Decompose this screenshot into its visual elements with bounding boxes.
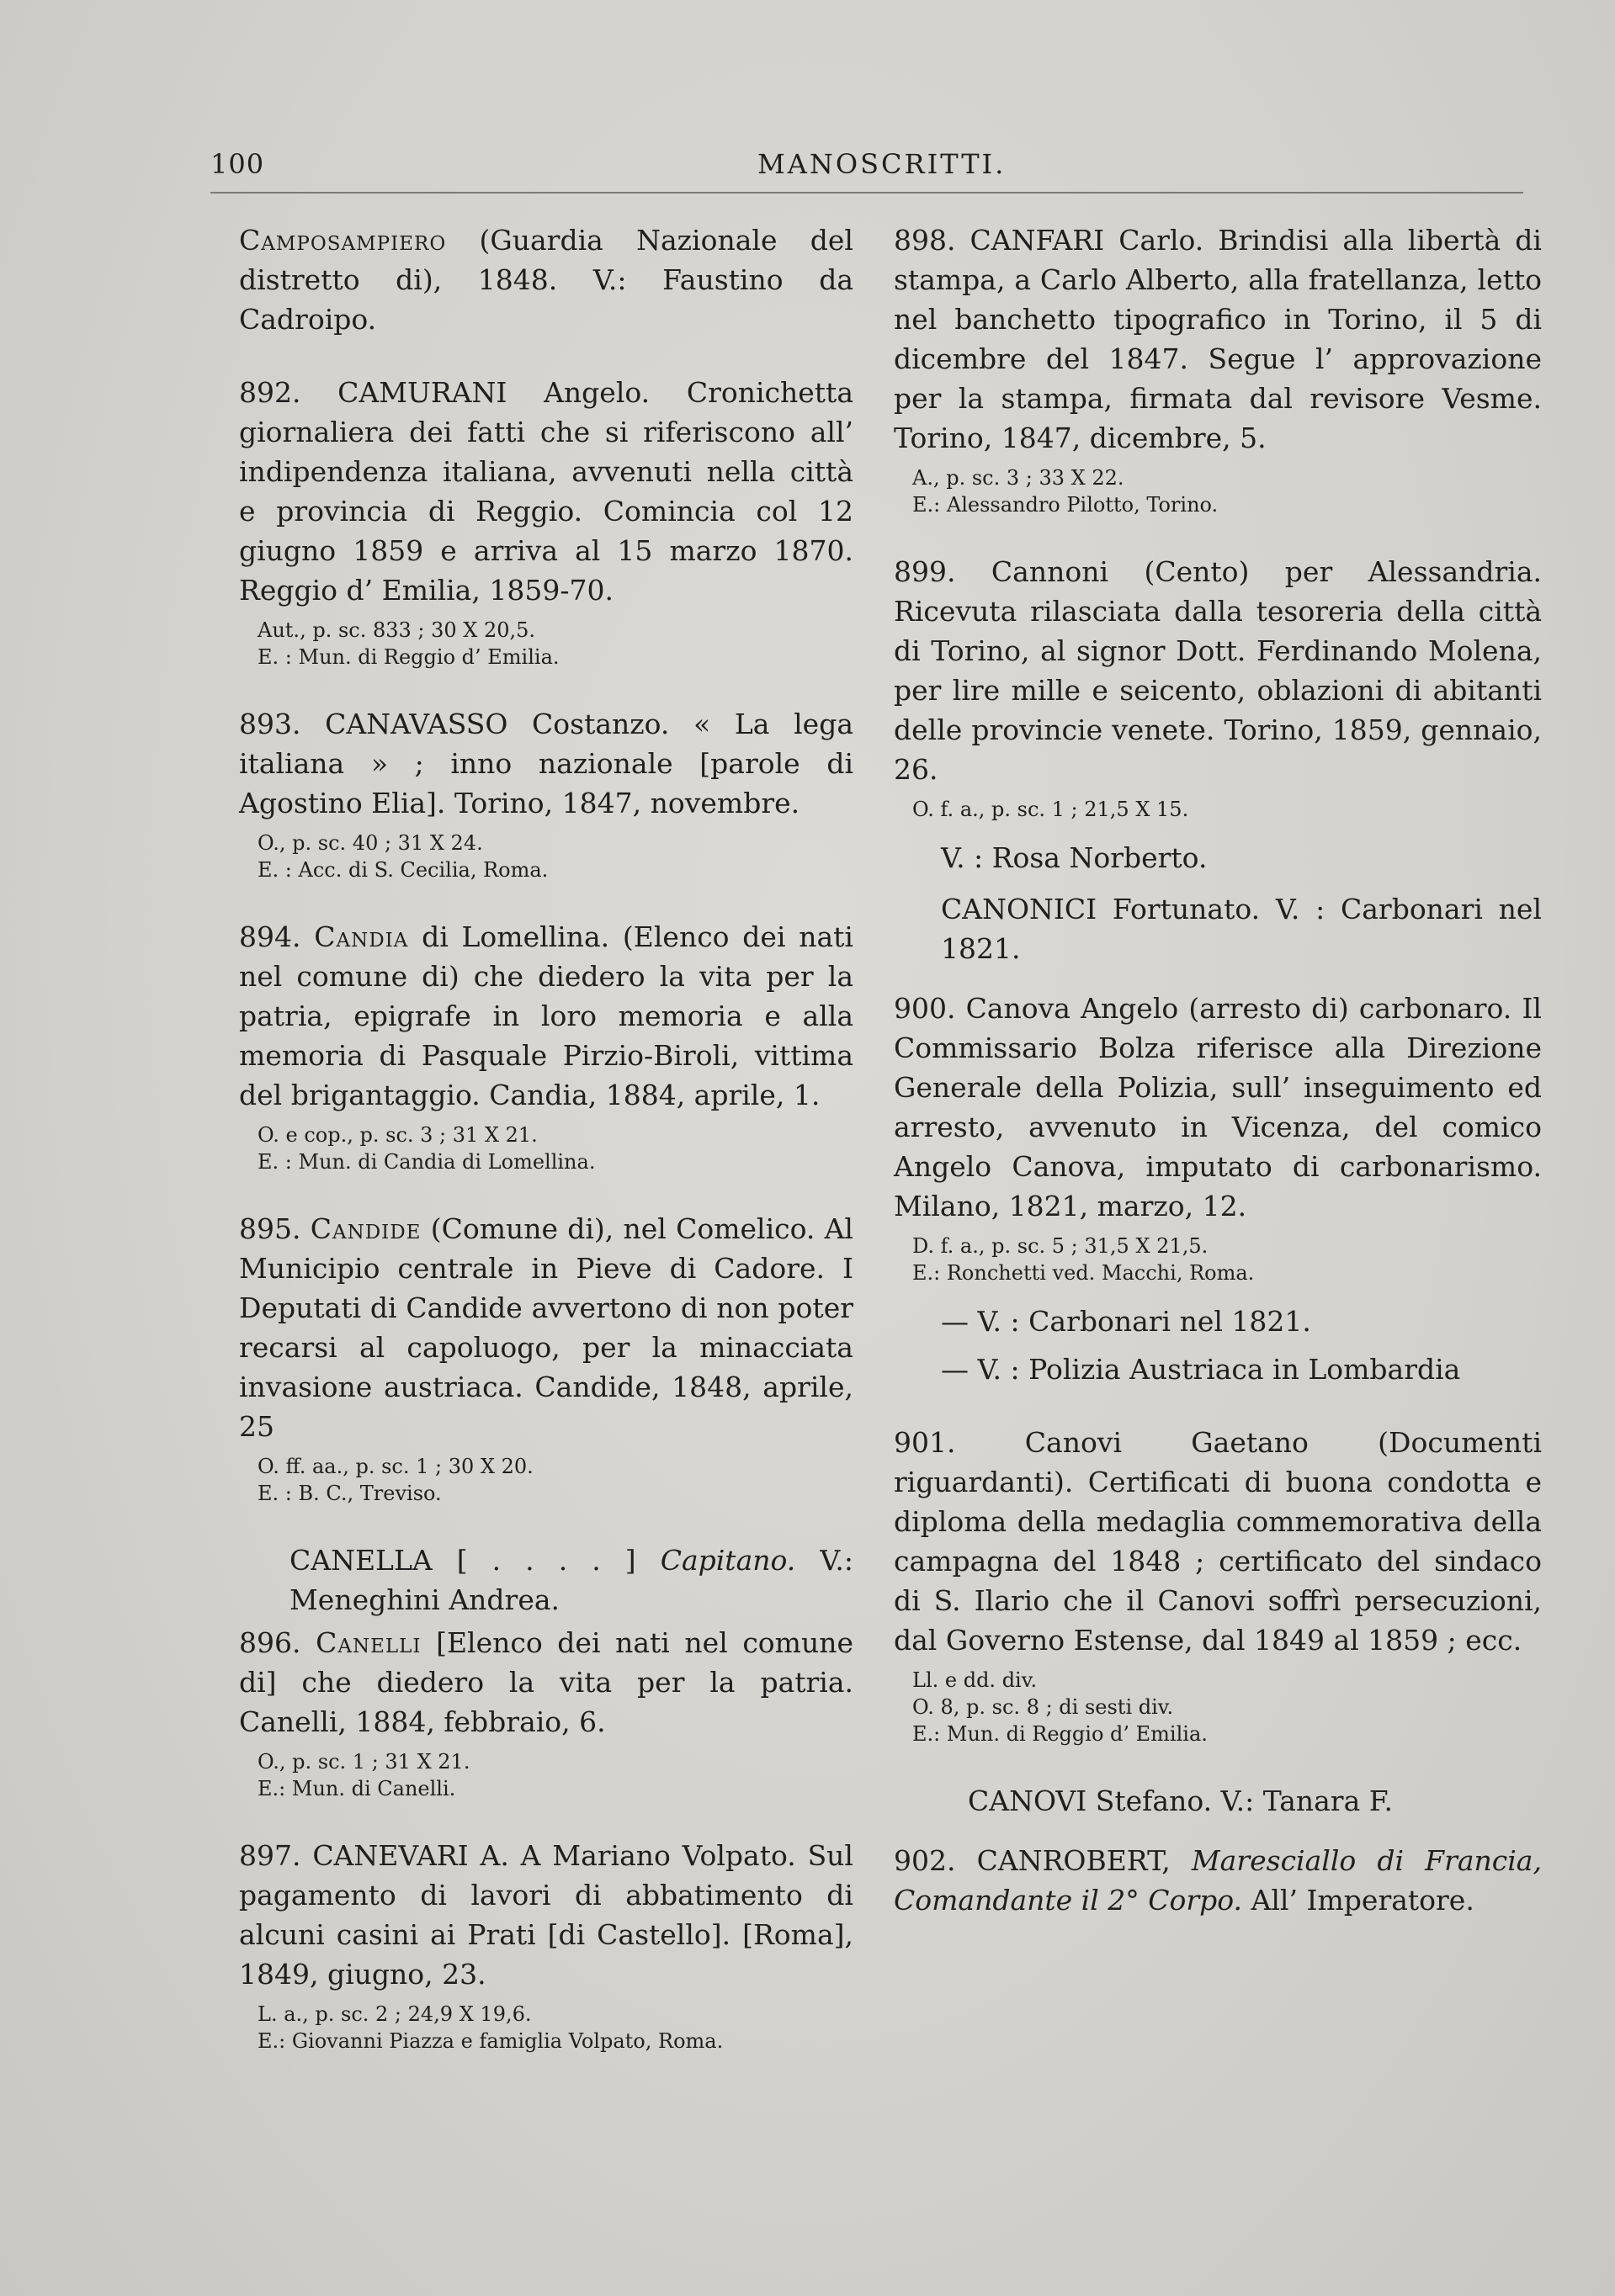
entry-location: E. : Mun. di Reggio d’ Emilia. [258,645,560,669]
entry-number: 897. [239,1839,301,1872]
header-rule [210,192,1523,194]
entry-see-also: V.: Meneghini Andrea. [290,1544,853,1616]
entry-location: E.: Giovanni Piazza e famiglia Volpato, Roma. [258,2029,724,2053]
entry-text: CANONICI Fortunato. V. : Carbonari nel 1821. [941,893,1542,965]
entry-text: CANEVARI A. A Mariano Volpato. Sul pagamento di lavori di abbatimento di alcuni casini ai Prati [di Castello]. [Roma], 1849, giugno, 23. [239,1839,853,1991]
entry-number: 900. [894,992,956,1025]
entry-899 [894,552,1542,878]
entry-number: 898. [894,224,956,257]
entry-note: Ll. e dd. div. [912,1668,1038,1692]
entry-title: Capitano. [660,1544,796,1577]
entry-text: (Guardia Nazionale del distretto di), 1848. V.: Faustino da Cadroipo. [239,224,853,336]
entry-text: CANROBERT, [976,1844,1171,1877]
entry-902 [894,1841,1542,1920]
entry-location: E.: Mun. di Canelli. [258,1777,456,1800]
entry-head: Candia [314,920,409,953]
entry-canovi [894,1781,1542,1821]
entry-note: O. 8, p. sc. 8 ; di sesti div. [912,1695,1174,1719]
entry-location: E. : B. C., Treviso. [258,1482,442,1505]
entry-note: O. e cop., p. sc. 3 ; 31 X 21. [258,1123,538,1147]
entry-893 [239,704,853,883]
right-column [894,220,1542,1954]
entry-number: 901. [894,1426,956,1459]
entry-head: Candide [310,1212,422,1245]
entry-text: di Lomellina. (Elenco dei nati nel comune di) che diedero la vita per la patria, epigrafe in loro memoria e alla memoria di Pasquale Pirzio-Biroli, vittima del brigantaggio. Candia, 1884, aprile, 1. [239,920,853,1111]
entry-title: Maresciallo di Francia, Comandante il 2° Corpo. [894,1844,1542,1917]
entry-number: 899. [894,555,956,588]
entry-text: Canovi Gaetano (Documenti riguardanti). Certificati di buona condotta e diploma della medaglia commemorativa della campagna del 1848 ; certificato del sindaco di S. Ilario che il Canovi soffrì persecuzioni, dal Governo Estense, dal 1849 al 1859 ; ecc. [894,1426,1542,1657]
entry-location: E.: Mun. di Reggio d’ Emilia. [912,1722,1208,1746]
entry-note: O. ff. aa., p. sc. 1 ; 30 X 20. [258,1455,534,1478]
entry-note: O., p. sc. 40 ; 31 X 24. [258,831,483,855]
entry-901 [894,1423,1542,1747]
entry-number: 892. [239,376,301,409]
entry-898 [894,220,1542,518]
entry-number: 894. [239,920,301,953]
entry-895 [239,1209,853,1507]
entry-text: Cannoni (Cento) per Alessandria. Ricevuta rilasciata dalla tesoreria della città di Torino, al signor Dott. Ferdinando Molena, per lire mille e seicento, oblazioni di abitanti delle provincie venete. Torino, 1859, gennaio, 26. [894,555,1542,786]
entry-number: 895. [239,1212,301,1245]
entry-camposampiero [239,220,853,339]
entry-number: 893. [239,708,301,740]
entry-canella [239,1540,853,1620]
entry-note: A., p. sc. 3 ; 33 X 22. [912,466,1124,490]
entry-head: Camposampiero [239,224,447,257]
entry-text: (Comune di), nel Comelico. Al Municipio centrale in Pieve di Cadore. I Deputati di Candide avvertono di non poter recarsi al capoluogo, per la minacciata invasione austriaca. Candide, 1848, aprile, 25 [239,1212,853,1443]
entry-text: CANFARI Carlo. Brindisi alla libertà di stampa, a Carlo Alberto, alla fratellanza, letto nel banchetto tipografico in Torino, il 5 di dicembre del 1847. Segue l’ approvazione per la stampa, firmata dal revisore Vesme. Torino, 1847, dicembre, 5. [894,224,1542,454]
entry-897 [239,1836,853,2055]
entry-text: CAMURANI Angelo. Cronichetta giornaliera dei fatti che si riferiscono all’ indipendenza italiana, avvenuti nella città e provincia di Reggio. Comincia col 12 giugno 1859 e arriva al 15 marzo 1870. Reggio d’ Emilia, 1859-70. [239,376,853,607]
page-number: 100 [210,148,265,180]
entry-text: CANOVI Stefano. V.: Tanara F. [968,1784,1393,1817]
entry-number: 902. [894,1844,956,1877]
entry-text: CANAVASSO Costanzo. « La lega italiana » ; inno nazionale [parole di Agostino Elia]. Torino, 1847, novembre. [239,708,853,819]
entry-see-also: V. : Rosa Norberto. [941,841,1208,874]
entry-location: E. : Mun. di Candia di Lomellina. [258,1150,596,1174]
entry-location: E.: Ronchetti ved. Macchi, Roma. [912,1261,1255,1285]
entry-head: Canelli [316,1626,422,1659]
entry-location: E.: Alessandro Pilotto, Torino. [912,493,1219,517]
entry-see-also: — V. : Carbonari nel 1821. [941,1305,1311,1338]
left-column [239,220,853,2088]
entry-canonici [894,889,1542,968]
page-header [210,148,1523,182]
entry-900 [894,989,1542,1389]
entry-text: Canova Angelo (arresto di) carbonaro. Il Commissario Bolza riferisce alla Direzione Generale della Polizia, sull’ inseguimento ed arresto, avvenuto in Vicenza, del comico Angelo Canova, imputato di carbonarismo. Milano, 1821, marzo, 12. [894,992,1542,1222]
entry-text: [Elenco dei nati nel comune di] che diedero la vita per la patria. Canelli, 1884, febbraio, 6. [239,1626,854,1738]
entry-note: D. f. a., p. sc. 5 ; 31,5 X 21,5. [912,1234,1209,1258]
entry-location: E. : Acc. di S. Cecilia, Roma. [258,858,549,882]
entry-892 [239,373,853,671]
entry-896 [239,1623,853,1802]
entry-note: Aut., p. sc. 833 ; 30 X 20,5. [258,618,536,642]
entry-note: L. a., p. sc. 2 ; 24,9 X 19,6. [258,2002,532,2026]
running-title: MANOSCRITTI. [757,148,1007,180]
entry-see-also: — V. : Polizia Austriaca in Lombardia [941,1353,1461,1386]
entry-894 [239,917,853,1175]
entry-note: O., p. sc. 1 ; 31 X 21. [258,1750,470,1774]
entry-note: O. f. a., p. sc. 1 ; 21,5 X 15. [912,798,1189,821]
entry-text: CANELLA [ . . . . ] [290,1544,636,1577]
entry-number: 896. [239,1626,301,1659]
entry-text: All’ Imperatore. [1251,1884,1474,1917]
